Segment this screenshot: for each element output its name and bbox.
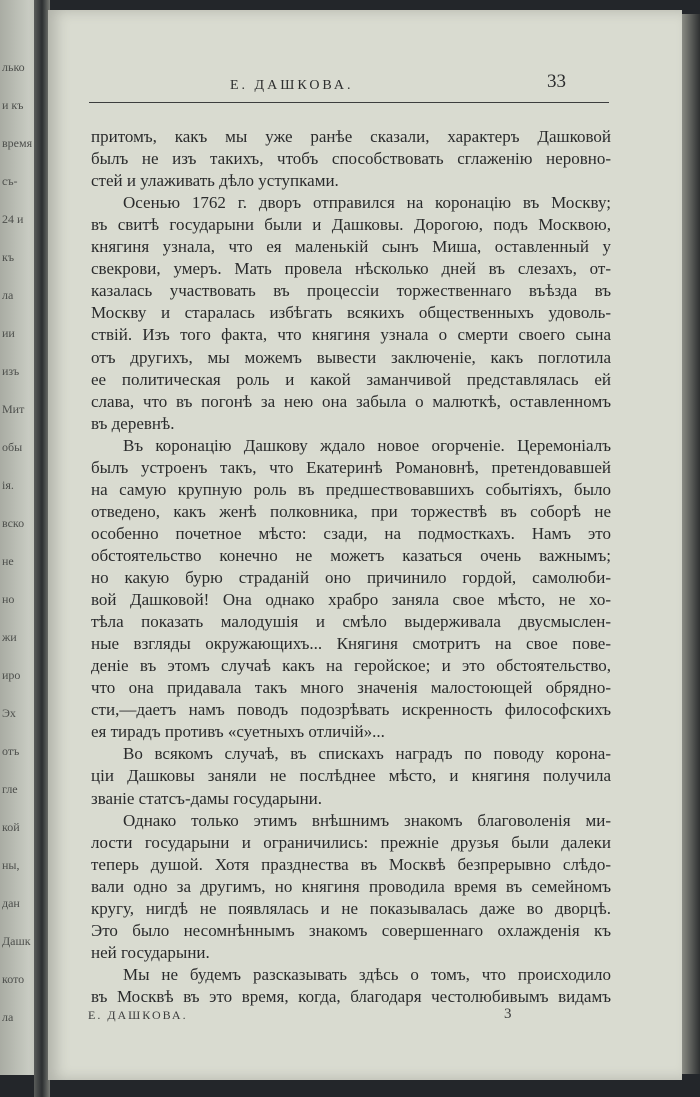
facing-page-fragment: гле: [2, 782, 18, 796]
text-line: Осенью 1762 г. дворъ отправился на коронацію въ Москву;: [123, 193, 611, 213]
facing-page-fragment: 24 и: [2, 212, 24, 226]
facing-page-fragment: и къ: [2, 98, 24, 112]
text-line: отведено, какъ женѣ полковника, при торжествѣ въ соборѣ не: [91, 501, 611, 521]
text-line: былъ устроенъ такъ, что Екатеринѣ Романовнѣ, претендовавшей: [91, 457, 611, 477]
facing-page-fragment: ии: [2, 326, 15, 340]
text-line: сти,—даетъ намъ поводъ подозрѣвать искренность философскихъ: [91, 700, 611, 720]
text-line: Мы не будемъ разсказывать здѣсь о томъ, что происходило: [123, 964, 611, 984]
text-line: въ Москвѣ въ это время, когда, благодаря честолюбивымъ видамъ: [91, 986, 611, 1006]
book-page: [48, 10, 682, 1080]
text-line: Это было несомнѣннымъ знакомъ совершеннаго охлажденія къ: [91, 920, 611, 940]
facing-page-fragment: къ: [2, 250, 15, 264]
facing-page-fragment: отъ: [2, 744, 20, 758]
text-line: свекрови, умеръ. Мать провела нѣсколько дней въ слезахъ, от-: [91, 259, 611, 279]
running-header: [48, 68, 564, 98]
text-line: въ свитѣ государыни были и Дашковы. Дорогою, подъ Москвою,: [91, 215, 611, 235]
facing-page-fragment: лько: [2, 60, 25, 74]
facing-page-fragment: не: [2, 554, 14, 568]
facing-page-fragment: ны,: [2, 858, 20, 872]
text-line: вой Дашковой! Она однако храбро заняла свое мѣсто, не хо-: [91, 590, 611, 610]
text-line: кругу, нигдѣ не появлялась и не показывалась даже во дворцѣ.: [91, 898, 611, 918]
facing-page-fragment: Мит: [2, 402, 25, 416]
signature-mark: Е. ДАШКОВА.: [88, 1008, 188, 1022]
text-line: въ деревнѣ.: [91, 413, 175, 433]
text-line: теперь душой. Хотя празднества въ Москвѣ безпрерывно слѣдо-: [91, 854, 611, 874]
text-line: но какую бурю страданій оно причинило гордой, самолюби-: [91, 568, 611, 587]
facing-page-fragment: жи: [2, 630, 17, 644]
facing-page-fragment: изъ: [2, 364, 20, 378]
text-line: Въ коронацію Дашкову ждало новое огорченіе. Церемоніалъ: [123, 435, 611, 455]
page-number: 33: [547, 71, 566, 92]
text-line: ціи Дашковы заняли не послѣднее мѣсто, и княгиня получила: [91, 766, 611, 786]
text-line: княгиня узнала, что ея маленькій сынъ Миша, оставленный у: [91, 237, 611, 257]
facing-page-fragment: кото: [2, 972, 25, 986]
text-line: Во всякомъ случаѣ, въ спискахъ наградъ по поводу корона-: [123, 744, 611, 764]
text-line: деніе въ этомъ случаѣ какъ на геройское; и это обстоятельство,: [91, 656, 611, 676]
text-line: стей и улаживать дѣло уступками.: [91, 171, 339, 191]
text-line: отъ другихъ, мы можемъ вывести заключеніе, какъ поглотила: [91, 347, 611, 367]
page-stack-edge: [682, 14, 700, 1074]
text-line: ея тирадъ противъ «суетныхъ отличій»...: [91, 722, 385, 742]
facing-page-fragment: ла: [2, 288, 14, 302]
text-line: обстоятельство конечно не можетъ казаться очень важнымъ;: [91, 545, 611, 565]
facing-page-fragment: вско: [2, 516, 25, 530]
facing-page-fragment: Эх: [2, 706, 16, 720]
facing-page-fragment: иро: [2, 668, 21, 682]
facing-page-fragment: Дашк: [2, 934, 31, 948]
text-line: притомъ, какъ мы уже ранѣе сказали, характеръ Дашковой: [91, 127, 611, 146]
running-title: Е. ДАШКОВА.: [230, 78, 354, 93]
facing-page-fragment: съ-: [2, 174, 18, 188]
text-line: былъ не изъ такихъ, чтобъ способствовать сглаженію неровно-: [91, 149, 611, 169]
facing-page-fragment: но: [2, 592, 15, 606]
facing-page-fragment: время: [2, 136, 33, 150]
text-line: Москву и старалась избѣгать всякихъ общественныхъ удоволь-: [91, 303, 611, 323]
text-line: ные взгляды окружающихъ... Княгиня смотритъ на свое пове-: [91, 634, 611, 654]
text-line: тѣла показать малодушія и смѣло выдерживала двусмыслен-: [91, 612, 611, 632]
text-line: ствій. Изъ того факта, что княгиня узнала о смерти своего сына: [91, 325, 611, 345]
facing-page-fragment: ла: [2, 1010, 14, 1024]
text-line: особенно почетное мѣсто: сзади, на подмосткахъ. Намъ это: [91, 523, 611, 543]
facing-page-fragment: обы: [2, 440, 23, 454]
text-line: Однако только этимъ внѣшнимъ знакомъ благоволенія ми-: [123, 810, 611, 830]
text-line: казалась участвовать въ процессіи торжественнаго въѣзда въ: [91, 281, 611, 301]
text-line: званіе статсъ-дамы государыни.: [91, 788, 323, 808]
text-line: лости государыни и ограничились: прежніе друзья были далеки: [91, 832, 611, 852]
facing-page-fragment: дан: [2, 896, 20, 910]
text-line: слава, что въ погонѣ за нею она забыла о малюткѣ, оставленномъ: [91, 391, 611, 411]
signature-number: 3: [504, 1006, 512, 1022]
facing-page-fragment: кой: [2, 820, 20, 834]
text-line: на самую крупную роль въ предшествовавшихъ событіяхъ, было: [91, 479, 611, 499]
text-line: что она придавала такъ много значенія малостоющей обрядно-: [91, 678, 611, 698]
facing-page-fragment: ія.: [2, 478, 14, 492]
header-rule: [89, 102, 609, 103]
text-line: ней государыни.: [91, 942, 210, 962]
text-line: вали одно за другимъ, но княгиня проводила время въ семейномъ: [91, 876, 611, 896]
text-line: ее политическая роль и какой заманчивой представлялась ей: [91, 369, 611, 389]
page-footer: [48, 1008, 682, 1032]
